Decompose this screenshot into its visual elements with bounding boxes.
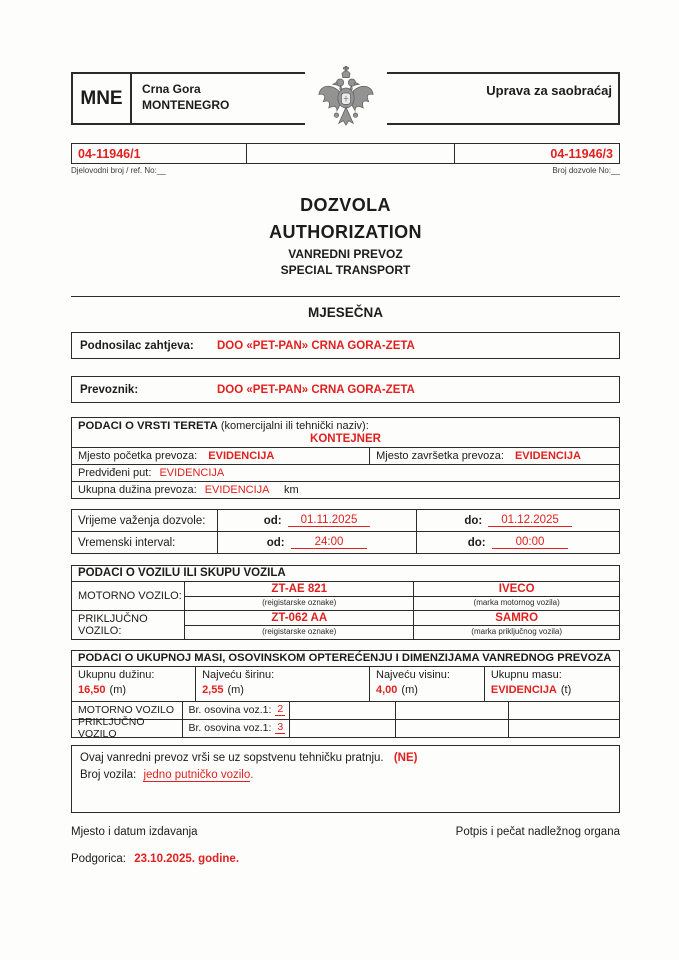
- escort-line1-value: (NE): [393, 751, 418, 764]
- cargo-title-text: PODACI O VRSTI TERETA: [78, 420, 218, 432]
- height-label: Najveću visinu:: [376, 669, 450, 681]
- applicant-box: [71, 332, 620, 359]
- country-name: [132, 74, 229, 123]
- width-cell: [195, 667, 369, 701]
- trailer-axles-vehicle-label: PRIKLJUČNO VOZILO: [78, 716, 145, 741]
- empty-cell: [395, 720, 509, 737]
- header: [71, 72, 620, 125]
- motor-axles-cell: [182, 702, 289, 719]
- cargo-end-cell: [370, 448, 619, 464]
- subtitle-special-transport: SPECIAL TRANSPORT: [280, 263, 411, 277]
- escort-note-box: [71, 745, 620, 814]
- validity-period-row: [72, 510, 619, 531]
- motor-axles-vehicle-label: MOTORNO VOZILO: [78, 704, 175, 717]
- trailer-vehicle-label: PRIKLJUČNO VOZILO:: [78, 613, 148, 637]
- country-name-english: MONTENEGRO: [142, 98, 230, 113]
- cargo-start-label: Mjesto početka prevoza:: [78, 450, 198, 462]
- escort-line2-value: jedno putničko vozilo: [143, 768, 251, 781]
- trailer-vehicle-row: [72, 610, 619, 639]
- validity-interval-from-value: 24:00: [291, 536, 368, 549]
- subtitle-vanredni-prevoz: VANREDNI PREVOZ: [288, 247, 403, 261]
- mass-label: Ukupnu masu:: [490, 669, 562, 681]
- applicant-label: Podnosilac zahtjeva:: [80, 339, 194, 352]
- permit-number-label: Broj dozvole No:__: [552, 166, 620, 175]
- title-block: [71, 196, 620, 276]
- cargo-places-row: [72, 447, 619, 464]
- vehicles-section: [71, 565, 620, 640]
- empty-cell: [508, 702, 619, 719]
- length-value: 16,50: [78, 683, 106, 696]
- length-value-line: [78, 683, 189, 698]
- motor-vehicle-data: [184, 582, 619, 610]
- applicant-value: DOO «PET-PAN» CRNA GORA-ZETA: [217, 339, 415, 352]
- document-content: [71, 0, 620, 865]
- empty-cell: [289, 702, 395, 719]
- width-value: 2,55: [202, 683, 224, 696]
- do-label: do:: [464, 514, 483, 527]
- permit-number-cell: 04-11946/3: [455, 143, 620, 164]
- od-label: od:: [263, 514, 282, 527]
- width-unit: (m): [227, 683, 244, 696]
- validity-interval-to-cell: [417, 532, 619, 553]
- permit-period-title: MJESEČNA: [307, 305, 383, 320]
- carrier-value: DOO «PET-PAN» CRNA GORA-ZETA: [217, 383, 415, 396]
- length-unit: (m): [109, 683, 127, 696]
- ref-number-cell: 04-11946/1: [71, 143, 247, 164]
- mass-cell: [484, 667, 619, 701]
- cargo-section: [71, 417, 620, 499]
- carrier-label: Prevoznik:: [80, 383, 139, 396]
- validity-table: [71, 509, 620, 554]
- escort-line2-label: Broj vozila:: [80, 768, 137, 781]
- cargo-distance-cell: [72, 482, 619, 498]
- motor-make-caption: (marka motornog vozila): [413, 597, 619, 610]
- validity-period-label: Vrijeme važenja dozvole:: [78, 514, 206, 527]
- axles-label: Br. osovina voz.1:: [188, 704, 272, 717]
- motor-axles-value: 2: [277, 703, 284, 716]
- cargo-start-cell: [72, 448, 370, 464]
- mass-unit: (t): [560, 683, 572, 696]
- ref-middle-cell: [247, 143, 456, 164]
- horizontal-rule: [71, 296, 620, 297]
- issue-date: 23.10.2025. godine.: [134, 853, 240, 866]
- validity-period-to-value: 01.12.2025: [488, 514, 572, 527]
- do-label: do:: [467, 536, 486, 549]
- trailer-vehicle-data: [184, 611, 619, 639]
- cargo-type-value: KONTEJNER: [310, 433, 381, 445]
- escort-line1: [80, 750, 611, 767]
- cargo-end-value: EVIDENCIJA: [514, 450, 581, 462]
- validity-period-from-value: 01.11.2025: [288, 514, 371, 527]
- country-name-local: Crna Gora: [142, 82, 201, 96]
- authority-name: Uprava za saobraćaj: [486, 83, 612, 98]
- carrier-box: [71, 376, 620, 403]
- validity-interval-label: Vremenski interval:: [78, 536, 176, 549]
- axles-label: Br. osovina voz.1:: [188, 722, 272, 735]
- validity-period-to-cell: [417, 510, 619, 531]
- footer-labels: [71, 826, 620, 838]
- issue-place: Podgorica:: [71, 853, 126, 866]
- title-dozvola: DOZVOLA: [300, 195, 391, 215]
- trailer-axles-cell: [182, 720, 289, 737]
- length-cell: [72, 667, 195, 701]
- dimensions-values-row: [72, 666, 619, 701]
- length-label: Ukupnu dužinu:: [78, 669, 155, 681]
- motor-vehicle-label: MOTORNO VOZILO:: [78, 590, 182, 602]
- od-label: od:: [266, 536, 285, 549]
- trailer-make-caption: (marka priključnog vozila): [413, 626, 619, 639]
- cargo-distance-unit: km: [283, 484, 299, 496]
- montenegro-coat-of-arms-icon: [305, 62, 387, 134]
- mass-value: EVIDENCIJA: [490, 683, 557, 696]
- trailer-make-value: SAMRO: [413, 611, 619, 626]
- reference-row: [71, 143, 620, 164]
- trailer-plate-value: ZT-062 AA: [185, 611, 413, 626]
- cargo-distance-label: Ukupna dužina prevoza:: [78, 484, 197, 496]
- escort-line2-period: .: [250, 768, 254, 781]
- place-date-label: Mjesto i datum izdavanja: [71, 826, 198, 839]
- height-value-line: [376, 683, 478, 698]
- escort-line1-text: Ovaj vanredni prevoz vrši se uz sopstvenu tehničku pratnju.: [80, 751, 384, 764]
- cargo-route-row: [72, 464, 619, 481]
- escort-line2: [80, 767, 611, 784]
- vehicles-section-title: PODACI O VOZILU ILI SKUPU VOZILA: [78, 567, 286, 579]
- dimensions-section: [71, 650, 620, 741]
- empty-cell: [395, 702, 509, 719]
- dimensions-section-title: PODACI O UKUPNOJ MASI, OSOVINSKOM OPTEREĆENJU I DIMENZIJAMA VANREDNOG PREVOZA: [78, 652, 612, 664]
- height-unit: (m): [401, 683, 418, 696]
- country-code: MNE: [73, 74, 132, 123]
- width-label: Najveću širinu:: [202, 669, 275, 681]
- trailer-plate-caption: (reigistarske oznake): [262, 627, 337, 636]
- validity-interval-to-value: 00:00: [492, 536, 569, 549]
- empty-cell: [289, 720, 395, 737]
- validity-period-from-cell: [217, 510, 417, 531]
- motor-vehicle-row: [72, 581, 619, 610]
- cargo-section-title: [72, 418, 619, 432]
- motor-plate-value: ZT-AE 821: [185, 582, 413, 597]
- height-cell: [369, 667, 484, 701]
- issue-place-date: [71, 853, 620, 865]
- width-value-line: [202, 683, 363, 698]
- trailer-axles-row: [72, 716, 619, 741]
- mass-value-line: [491, 683, 613, 698]
- motor-make-value: IVECO: [413, 582, 619, 597]
- empty-cell: [508, 720, 619, 737]
- trailer-axles-value: 3: [277, 721, 284, 734]
- cargo-title-note: (komercijalni ili tehnički naziv):: [220, 420, 369, 432]
- cargo-start-value: EVIDENCIJA: [208, 450, 275, 462]
- height-value: 4,00: [376, 683, 398, 696]
- validity-interval-from-cell: [217, 532, 417, 553]
- cargo-route-value: EVIDENCIJA: [159, 467, 225, 479]
- cargo-route-cell: [72, 465, 619, 481]
- cargo-end-label: Mjesto završetka prevoza:: [376, 450, 504, 462]
- title-authorization: AUTHORIZATION: [269, 222, 422, 242]
- cargo-distance-row: [72, 481, 619, 498]
- validity-interval-row: [72, 531, 619, 553]
- reference-labels: [71, 166, 620, 175]
- signature-label: Potpis i pečat nadležnog organa: [455, 826, 620, 839]
- ref-number-label: Djelovodni broj / ref. No:__: [71, 166, 166, 175]
- motor-plate-caption: (reigistarske oznake): [262, 598, 337, 607]
- cargo-distance-value: EVIDENCIJA: [204, 484, 269, 496]
- cargo-route-label: Predviđeni put:: [78, 467, 152, 479]
